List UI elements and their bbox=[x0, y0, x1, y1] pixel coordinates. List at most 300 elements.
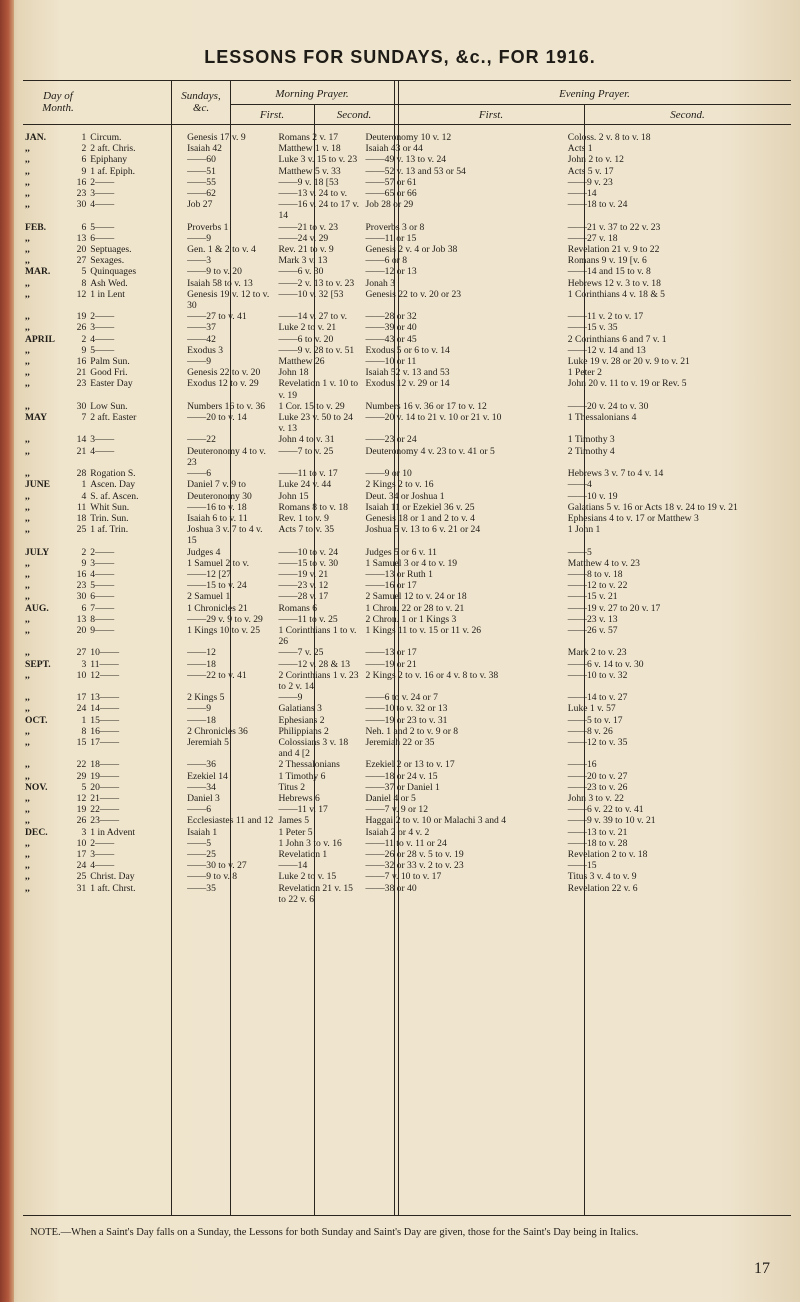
sunday-name-cell: 1 aft. Chrst. bbox=[90, 882, 136, 894]
sunday-name-cell: 6—— bbox=[90, 232, 115, 244]
evening-first-lesson: Genesis 22 to v. 20 or 23 bbox=[365, 288, 462, 300]
page-number: 17 bbox=[754, 1260, 770, 1277]
table-row bbox=[23, 647, 791, 658]
morning-second-lesson: Revelation 1 v. 10 to v. 19 bbox=[278, 378, 359, 401]
evening-first-lesson: ——10 to v. 32 or 13 bbox=[365, 703, 448, 715]
day-cell: 30 bbox=[76, 591, 87, 603]
morning-second-lesson: ——9 v. 28 to v. 51 bbox=[278, 344, 355, 356]
table-row bbox=[23, 771, 791, 782]
sunday-name-cell: 5—— bbox=[90, 221, 115, 233]
morning-first-lesson: ——29 v. 9 to v. 29 bbox=[187, 613, 263, 625]
sunday-name-cell: 2 aft. Easter bbox=[90, 412, 137, 424]
day-cell: 8 bbox=[81, 277, 87, 289]
sunday-name-cell: 2—— bbox=[90, 176, 115, 188]
month-cell: FEB. bbox=[25, 221, 47, 233]
table-row bbox=[23, 569, 791, 580]
evening-second-lesson: Acts 5 v. 17 bbox=[567, 165, 614, 177]
evening-first-lesson: ——7 v. 9 or 12 bbox=[365, 804, 429, 816]
month-cell: ,, bbox=[25, 400, 30, 412]
evening-second-lesson: ——15 v. 21 bbox=[567, 591, 618, 603]
morning-first-lesson: 2 Chronicles 36 bbox=[187, 725, 248, 737]
morning-first-lesson: 2 Samuel 1 bbox=[187, 591, 231, 603]
month-cell: ,, bbox=[25, 624, 30, 636]
evening-first-lesson: ——32 or 33 v. 2 to v. 23 bbox=[365, 860, 464, 872]
morning-second-lesson: ——14 bbox=[278, 860, 308, 872]
day-cell: 2 bbox=[81, 333, 87, 345]
sunday-name-cell: S. af. Ascen. bbox=[90, 490, 139, 502]
table-row bbox=[23, 356, 791, 367]
morning-first-lesson: Jeremiah 5 bbox=[187, 736, 229, 748]
evening-first-lesson: ——19 or 21 bbox=[365, 658, 417, 670]
evening-first-lesson: Haggai 2 to v. 10 or Malachi 3 and 4 bbox=[365, 815, 507, 827]
evening-first-lesson: ——37 or Daniel 1 bbox=[365, 781, 440, 793]
morning-second-lesson: ——15 to v. 30 bbox=[278, 557, 339, 569]
evening-first-lesson: ——7 v. 10 to v. 17 bbox=[365, 871, 442, 883]
table-row bbox=[23, 468, 791, 479]
morning-first-lesson: Proverbs 1 bbox=[187, 221, 229, 233]
header-morning-second: Second. bbox=[336, 109, 372, 121]
month-cell: ,, bbox=[25, 804, 30, 816]
evening-first-lesson: ——26 or 28 v. 5 to v. 19 bbox=[365, 849, 464, 860]
morning-first-lesson: ——16 to v. 18 bbox=[187, 501, 247, 513]
sunday-name-cell: 7—— bbox=[90, 602, 115, 614]
evening-second-lesson: ——10 to v. 32 bbox=[567, 669, 628, 681]
morning-first-lesson: ——9 bbox=[187, 703, 212, 715]
month-cell: ,, bbox=[25, 815, 30, 827]
morning-second-lesson: ——6 v. 30 bbox=[278, 266, 324, 278]
evening-second-lesson: Luke 19 v. 28 or 20 v. 9 to v. 21 bbox=[567, 356, 690, 368]
day-cell: 29 bbox=[76, 770, 87, 782]
sunday-name-cell: 2—— bbox=[90, 311, 115, 323]
morning-second-lesson: ——2 v. 13 to v. 23 bbox=[278, 277, 355, 289]
morning-first-lesson: ——20 to v. 14 bbox=[187, 412, 247, 424]
table-row bbox=[23, 524, 791, 546]
morning-second-lesson: Matthew 1 v. 18 bbox=[278, 143, 341, 155]
sunday-name-cell: 22—— bbox=[90, 804, 120, 816]
sunday-name-cell: 3—— bbox=[90, 322, 115, 334]
day-cell: 18 bbox=[76, 512, 87, 524]
evening-first-lesson: ——39 or 40 bbox=[365, 322, 417, 334]
sunday-name-cell: 4—— bbox=[90, 860, 115, 872]
evening-first-lesson: Genesis 2 v. 4 or Job 38 bbox=[365, 244, 458, 256]
header-evening-first: First. bbox=[478, 109, 504, 121]
morning-first-lesson: Genesis 19 v. 12 to v. 30 bbox=[187, 288, 270, 312]
morning-second-lesson: Romans 8 to v. 18 bbox=[278, 501, 348, 513]
evening-first-lesson: Isaiah 11 or Ezekiel 36 v. 25 bbox=[365, 501, 475, 513]
day-cell: 23 bbox=[76, 188, 87, 200]
month-cell: ,, bbox=[25, 871, 30, 883]
day-cell: 16 bbox=[76, 176, 87, 188]
evening-first-lesson: ——12 or 13 bbox=[365, 266, 417, 278]
table-row bbox=[23, 849, 791, 860]
day-cell: 6 bbox=[81, 154, 87, 166]
month-cell: ,, bbox=[25, 322, 30, 334]
month-cell: ,, bbox=[25, 288, 30, 300]
month-cell: ,, bbox=[25, 501, 30, 513]
sunday-name-cell: 1 af. Epiph. bbox=[90, 165, 136, 177]
morning-second-lesson: 1 Cor. 15 to v. 29 bbox=[278, 400, 345, 412]
day-cell: 16 bbox=[76, 568, 87, 580]
sunday-name-cell: 3—— bbox=[90, 434, 115, 446]
sunday-name-cell: 3—— bbox=[90, 849, 115, 860]
sunday-name-cell: 11—— bbox=[90, 658, 119, 670]
sunday-name-cell: 23—— bbox=[90, 815, 120, 827]
table-row bbox=[23, 255, 791, 266]
evening-first-lesson: Deut. 34 or Joshua 1 bbox=[365, 490, 445, 502]
table-row bbox=[23, 244, 791, 255]
month-cell: ,, bbox=[25, 792, 30, 804]
table-row bbox=[23, 558, 791, 569]
sunday-name-cell: 5—— bbox=[90, 344, 115, 356]
evening-first-lesson: Proverbs 3 or 8 bbox=[365, 221, 425, 233]
day-cell: 13 bbox=[76, 232, 87, 244]
table-row bbox=[23, 513, 791, 524]
month-cell: ,, bbox=[25, 591, 30, 603]
morning-second-lesson: Luke 2 to v. 15 bbox=[278, 871, 337, 883]
day-cell: 5 bbox=[81, 781, 87, 793]
month-cell: ,, bbox=[25, 468, 30, 480]
sunday-name-cell: 15—— bbox=[90, 714, 120, 726]
table-row bbox=[23, 614, 791, 625]
morning-first-lesson: ——37 bbox=[187, 322, 216, 334]
evening-first-lesson: Deuteronomy 10 v. 12 bbox=[365, 132, 452, 143]
morning-second-lesson: Rev. 21 to v. 9 bbox=[278, 244, 334, 256]
day-cell: 31 bbox=[76, 882, 87, 894]
morning-second-lesson: ——9 v. 18 [53 bbox=[278, 176, 339, 188]
morning-second-lesson: ——11 to v. 17 bbox=[278, 468, 338, 480]
month-cell: ,, bbox=[25, 849, 30, 860]
month-cell: ,, bbox=[25, 378, 30, 390]
morning-first-lesson: ——62 bbox=[187, 188, 216, 200]
evening-second-lesson: Revelation 22 v. 6 bbox=[567, 882, 638, 894]
morning-first-lesson: Daniel 7 v. 9 to bbox=[187, 479, 246, 491]
morning-second-lesson: ——12 v. 28 & 13 bbox=[278, 658, 351, 670]
evening-first-lesson: Jonah 3 bbox=[365, 277, 396, 289]
day-cell: 9 bbox=[81, 344, 87, 356]
evening-first-lesson: Judges 5 or 6 v. 11 bbox=[365, 546, 437, 558]
evening-second-lesson: 1 John 1 bbox=[567, 524, 601, 536]
month-cell: ,, bbox=[25, 703, 30, 715]
table-row bbox=[23, 860, 791, 871]
evening-first-lesson: Deuteronomy 4 v. 23 to v. 41 or 5 bbox=[365, 445, 495, 457]
table-row bbox=[23, 233, 791, 244]
table-row bbox=[23, 367, 791, 378]
morning-second-lesson: ——6 to v. 20 bbox=[278, 333, 334, 345]
morning-second-lesson: Revelation 1 bbox=[278, 849, 328, 860]
day-cell: 20 bbox=[76, 244, 87, 256]
day-cell: 4 bbox=[81, 490, 87, 502]
morning-first-lesson: ——9 bbox=[187, 356, 212, 368]
table-row bbox=[23, 502, 791, 513]
morning-second-lesson: 1 Timothy 6 bbox=[278, 770, 326, 782]
sunday-name-cell: 10—— bbox=[90, 647, 120, 659]
morning-first-lesson: ——18 bbox=[187, 658, 216, 670]
table-bottom-rule bbox=[23, 1215, 791, 1216]
month-cell: ,, bbox=[25, 557, 30, 569]
evening-first-lesson: Daniel 4 or 5 bbox=[365, 792, 416, 804]
sunday-name-cell: 4—— bbox=[90, 445, 115, 457]
morning-first-lesson: ——12 [27 bbox=[187, 568, 232, 580]
morning-second-lesson: ——24 v. 29 bbox=[278, 232, 329, 244]
morning-first-lesson: Genesis 17 v. 9 bbox=[187, 132, 246, 143]
morning-second-lesson: Luke 23 v. 50 to 24 v. 13 bbox=[278, 412, 353, 435]
evening-first-lesson: ——20 v. 14 to 21 v. 10 or 21 v. 10 bbox=[365, 412, 502, 424]
month-cell: SEPT. bbox=[25, 658, 51, 670]
table-row bbox=[23, 580, 791, 591]
morning-second-lesson: 2 Corinthians 1 v. 23 to 2 v. 14 bbox=[278, 669, 359, 692]
month-cell: ,, bbox=[25, 759, 30, 771]
evening-first-lesson: Exodus 12 v. 29 or 14 bbox=[365, 378, 450, 390]
sunday-name-cell: Ash Wed. bbox=[90, 277, 128, 289]
day-cell: 17 bbox=[76, 849, 87, 860]
morning-second-lesson: ——19 v. 21 bbox=[278, 568, 329, 580]
header-morning-first: First. bbox=[259, 109, 285, 121]
morning-second-lesson: Ephesians 2 bbox=[278, 714, 325, 726]
evening-second-lesson: ——12 v. 14 and 13 bbox=[567, 344, 646, 356]
evening-first-lesson: ——57 or 61 bbox=[365, 176, 417, 188]
morning-first-lesson: Isaiah 1 bbox=[187, 826, 218, 838]
evening-first-lesson: ——38 or 40 bbox=[365, 882, 417, 894]
day-cell: 20 bbox=[76, 624, 87, 636]
evening-first-lesson: Jeremiah 22 or 35 bbox=[365, 736, 435, 748]
table-row bbox=[23, 603, 791, 614]
header-bottom-rule bbox=[23, 124, 791, 125]
sunday-name-cell: 2—— bbox=[90, 546, 115, 558]
morning-second-lesson: Philippians 2 bbox=[278, 725, 329, 737]
evening-second-lesson: Ephesians 4 to v. 17 or Matthew 3 bbox=[567, 512, 699, 524]
evening-second-lesson: John 2 to v. 12 bbox=[567, 154, 624, 166]
evening-second-lesson: ——6 v. 14 to v. 30 bbox=[567, 658, 644, 670]
evening-second-lesson: 2 Corinthians 6 and 7 v. 1 bbox=[567, 333, 667, 345]
table-row bbox=[23, 838, 791, 849]
morning-second-lesson: ——7 to v. 25 bbox=[278, 445, 334, 457]
evening-second-lesson: Luke 1 v. 57 bbox=[567, 703, 616, 715]
day-cell: 1 bbox=[81, 132, 87, 143]
morning-first-lesson: ——35 bbox=[187, 882, 216, 894]
evening-first-lesson: ——11 or 15 bbox=[365, 232, 417, 244]
month-cell: ,, bbox=[25, 344, 30, 356]
month-cell: JULY bbox=[25, 546, 50, 558]
evening-second-lesson: ——14 to v. 27 bbox=[567, 692, 628, 704]
table-row bbox=[23, 715, 791, 726]
morning-second-lesson: 1 Peter 5 bbox=[278, 826, 313, 838]
month-cell: ,, bbox=[25, 837, 30, 849]
evening-second-lesson: ——21 v. 37 to 22 v. 23 bbox=[567, 221, 661, 233]
month-cell: ,, bbox=[25, 244, 30, 256]
month-cell: ,, bbox=[25, 725, 30, 737]
table-row bbox=[23, 883, 791, 905]
morning-second-lesson: ——10 to v. 24 bbox=[278, 546, 339, 558]
evening-first-lesson: Isaiah 2 or 4 v. 2 bbox=[365, 826, 430, 838]
day-cell: 22 bbox=[76, 759, 87, 771]
table-row bbox=[23, 491, 791, 502]
evening-second-lesson: ——12 to v. 22 bbox=[567, 580, 628, 592]
evening-second-lesson: Matthew 4 to v. 23 bbox=[567, 557, 640, 569]
sunday-name-cell: 6—— bbox=[90, 591, 115, 603]
lessons-table bbox=[23, 132, 791, 905]
evening-second-lesson: ——23 to v. 26 bbox=[567, 781, 628, 793]
evening-second-lesson: ——20 to v. 27 bbox=[567, 770, 628, 782]
table-row bbox=[23, 311, 791, 322]
table-row bbox=[23, 815, 791, 826]
day-cell: 13 bbox=[76, 613, 87, 625]
evening-second-lesson: 1 Corinthians 4 v. 18 & 5 bbox=[567, 288, 665, 300]
evening-second-lesson: ——23 v. 13 bbox=[567, 613, 618, 625]
sunday-name-cell: 13—— bbox=[90, 692, 120, 704]
month-cell: AUG. bbox=[25, 602, 49, 614]
evening-second-lesson: ——13 to v. 21 bbox=[567, 826, 628, 838]
sunday-name-cell: Quinquages bbox=[90, 266, 137, 278]
morning-second-lesson: Romans 6 bbox=[278, 602, 318, 614]
day-cell: 26 bbox=[76, 322, 87, 334]
sunday-name-cell: 2—— bbox=[90, 837, 115, 849]
sunday-name-cell: Good Fri. bbox=[90, 367, 128, 379]
morning-second-lesson: Colossians 3 v. 18 and 4 [2 bbox=[278, 736, 349, 760]
evening-first-lesson: ——13 or 17 bbox=[365, 647, 417, 659]
evening-first-lesson: ——28 or 32 bbox=[365, 311, 417, 323]
morning-second-lesson: John 18 bbox=[278, 367, 309, 379]
sunday-name-cell: Trin. Sun. bbox=[90, 512, 129, 524]
evening-first-lesson: 2 Samuel 12 to v. 24 or 18 bbox=[365, 591, 467, 603]
month-cell: OCT. bbox=[25, 714, 48, 726]
month-cell: ,, bbox=[25, 445, 30, 457]
sunday-name-cell: 16—— bbox=[90, 725, 120, 737]
sunday-name-cell: 19—— bbox=[90, 770, 120, 782]
morning-first-lesson: Isaiah 42 bbox=[187, 143, 222, 155]
table-row bbox=[23, 692, 791, 703]
evening-second-lesson: ——8 to v. 18 bbox=[567, 568, 623, 580]
morning-first-lesson: ——55 bbox=[187, 176, 216, 188]
morning-first-lesson: ——6 bbox=[187, 804, 212, 816]
evening-second-lesson: Galatians 5 v. 16 or Acts 18 v. 24 to 19 v. 21 bbox=[567, 501, 738, 513]
day-cell: 10 bbox=[76, 837, 87, 849]
morning-second-lesson: 1 John 3 to v. 16 bbox=[278, 837, 342, 849]
evening-first-lesson: ——23 or 24 bbox=[365, 434, 417, 446]
month-cell: ,, bbox=[25, 512, 30, 524]
table-row bbox=[23, 625, 791, 647]
page-title: LESSONS FOR SUNDAYS, &c., FOR 1916. bbox=[204, 47, 596, 67]
morning-second-lesson: ——11 v. 17 bbox=[278, 804, 328, 816]
morning-first-lesson: Genesis 22 to v. 20 bbox=[187, 367, 261, 379]
table-row bbox=[23, 434, 791, 445]
month-cell: ,, bbox=[25, 647, 30, 659]
evening-first-lesson: Neh. 1 and 2 to v. 9 or 8 bbox=[365, 725, 459, 737]
evening-first-lesson: ——43 or 45 bbox=[365, 333, 417, 345]
evening-first-lesson: 1 Kings 11 to v. 15 or 11 v. 26 bbox=[365, 624, 482, 636]
table-row bbox=[23, 703, 791, 714]
sunday-name-cell: 2 aft. Chris. bbox=[90, 143, 136, 155]
morning-second-lesson: Luke 24 v. 44 bbox=[278, 479, 332, 491]
morning-first-lesson: Ecclesiastes 11 and 12 bbox=[187, 815, 274, 827]
table-row bbox=[23, 177, 791, 188]
morning-second-lesson: ——16 v. 24 to 17 v. 14 bbox=[278, 199, 360, 222]
morning-first-lesson: ——34 bbox=[187, 781, 216, 793]
sunday-name-cell: 18—— bbox=[90, 759, 120, 771]
sunday-name-cell: Epiphany bbox=[90, 154, 128, 166]
evening-first-lesson: 1 Chron. 22 or 28 to v. 21 bbox=[365, 602, 465, 614]
month-cell: ,, bbox=[25, 255, 30, 267]
morning-first-lesson: ——22 bbox=[187, 434, 216, 446]
evening-second-lesson: ——27 v. 18 bbox=[567, 232, 618, 244]
day-cell: 12 bbox=[76, 288, 87, 300]
header-evening-second: Second. bbox=[670, 109, 705, 121]
sunday-name-cell: 3—— bbox=[90, 188, 115, 200]
month-cell: ,, bbox=[25, 669, 30, 681]
table-row bbox=[23, 401, 791, 412]
morning-first-lesson: ——5 bbox=[187, 837, 212, 849]
evening-second-lesson: Romans 9 v. 19 [v. 6 bbox=[567, 255, 647, 267]
evening-second-lesson: 1 Timothy 3 bbox=[567, 434, 615, 446]
morning-first-lesson: Isaiah 58 to v. 13 bbox=[187, 277, 253, 289]
table-row bbox=[23, 334, 791, 345]
month-cell: ,, bbox=[25, 232, 30, 244]
morning-second-lesson: ——10 v. 32 [53 bbox=[278, 288, 344, 300]
morning-first-lesson: Isaiah 6 to v. 11 bbox=[187, 512, 248, 524]
day-cell: 19 bbox=[76, 311, 87, 323]
month-cell: ,, bbox=[25, 613, 30, 625]
table-row bbox=[23, 132, 791, 143]
morning-first-lesson: ——36 bbox=[187, 759, 216, 771]
evening-second-lesson: Coloss. 2 v. 8 to v. 18 bbox=[567, 132, 651, 143]
morning-first-lesson: ——27 to v. 41 bbox=[187, 311, 247, 323]
table-row bbox=[23, 726, 791, 737]
evening-second-lesson: Titus 3 v. 4 to v. 9 bbox=[567, 871, 637, 883]
morning-first-lesson: Judges 4 bbox=[187, 546, 221, 558]
evening-first-lesson: ——6 to v. 24 or 7 bbox=[365, 692, 438, 704]
month-cell: MAY bbox=[25, 412, 48, 424]
evening-second-lesson: ——19 v. 27 to 20 v. 17 bbox=[567, 602, 661, 614]
day-cell: 21 bbox=[76, 367, 87, 379]
day-cell: 27 bbox=[76, 647, 87, 659]
table-row bbox=[23, 154, 791, 165]
day-cell: 25 bbox=[76, 524, 87, 536]
morning-first-lesson: 2 Kings 5 bbox=[187, 692, 225, 704]
day-cell: 9 bbox=[81, 557, 87, 569]
morning-first-lesson: 1 Kings 10 to v. 25 bbox=[187, 624, 261, 636]
morning-second-lesson: ——23 v. 12 bbox=[278, 580, 329, 592]
evening-second-lesson: ——14 and 15 to v. 8 bbox=[567, 266, 651, 278]
morning-second-lesson: Rev. 1 to v. 9 bbox=[278, 512, 329, 524]
morning-second-lesson: John 4 to v. 31 bbox=[278, 434, 335, 446]
morning-second-lesson: ——7 v. 25 bbox=[278, 647, 324, 659]
evening-second-lesson: ——18 to v. 24 bbox=[567, 199, 628, 211]
day-cell: 24 bbox=[76, 703, 87, 715]
evening-first-lesson: ——19 or 23 to v. 31 bbox=[365, 714, 448, 726]
evening-first-lesson: ——16 or 17 bbox=[365, 580, 417, 592]
day-cell: 3 bbox=[81, 658, 87, 670]
day-cell: 12 bbox=[76, 792, 87, 804]
table-row bbox=[23, 266, 791, 277]
day-cell: 30 bbox=[76, 199, 87, 211]
month-cell: ,, bbox=[25, 356, 30, 368]
sunday-name-cell: 4—— bbox=[90, 568, 115, 580]
evening-second-lesson: Mark 2 to v. 23 bbox=[567, 647, 627, 659]
evening-first-lesson: ——9 or 10 bbox=[365, 468, 412, 480]
sunday-name-cell: 1 in Lent bbox=[90, 288, 125, 300]
morning-first-lesson: ——42 bbox=[187, 333, 216, 345]
morning-second-lesson: 1 Corinthians 1 to v. 26 bbox=[278, 624, 357, 648]
day-cell: 27 bbox=[76, 255, 87, 267]
morning-second-lesson: Matthew 5 v. 33 bbox=[278, 165, 341, 177]
evening-first-lesson: ——10 or 11 bbox=[365, 356, 417, 368]
table-row bbox=[23, 659, 791, 670]
month-cell: NOV. bbox=[25, 781, 48, 793]
day-cell: 10 bbox=[76, 669, 87, 681]
morning-first-lesson: ——51 bbox=[187, 165, 216, 177]
month-cell: ,, bbox=[25, 524, 30, 536]
header-day-of-month: Day of Month. bbox=[42, 90, 74, 114]
table-row bbox=[23, 591, 791, 602]
